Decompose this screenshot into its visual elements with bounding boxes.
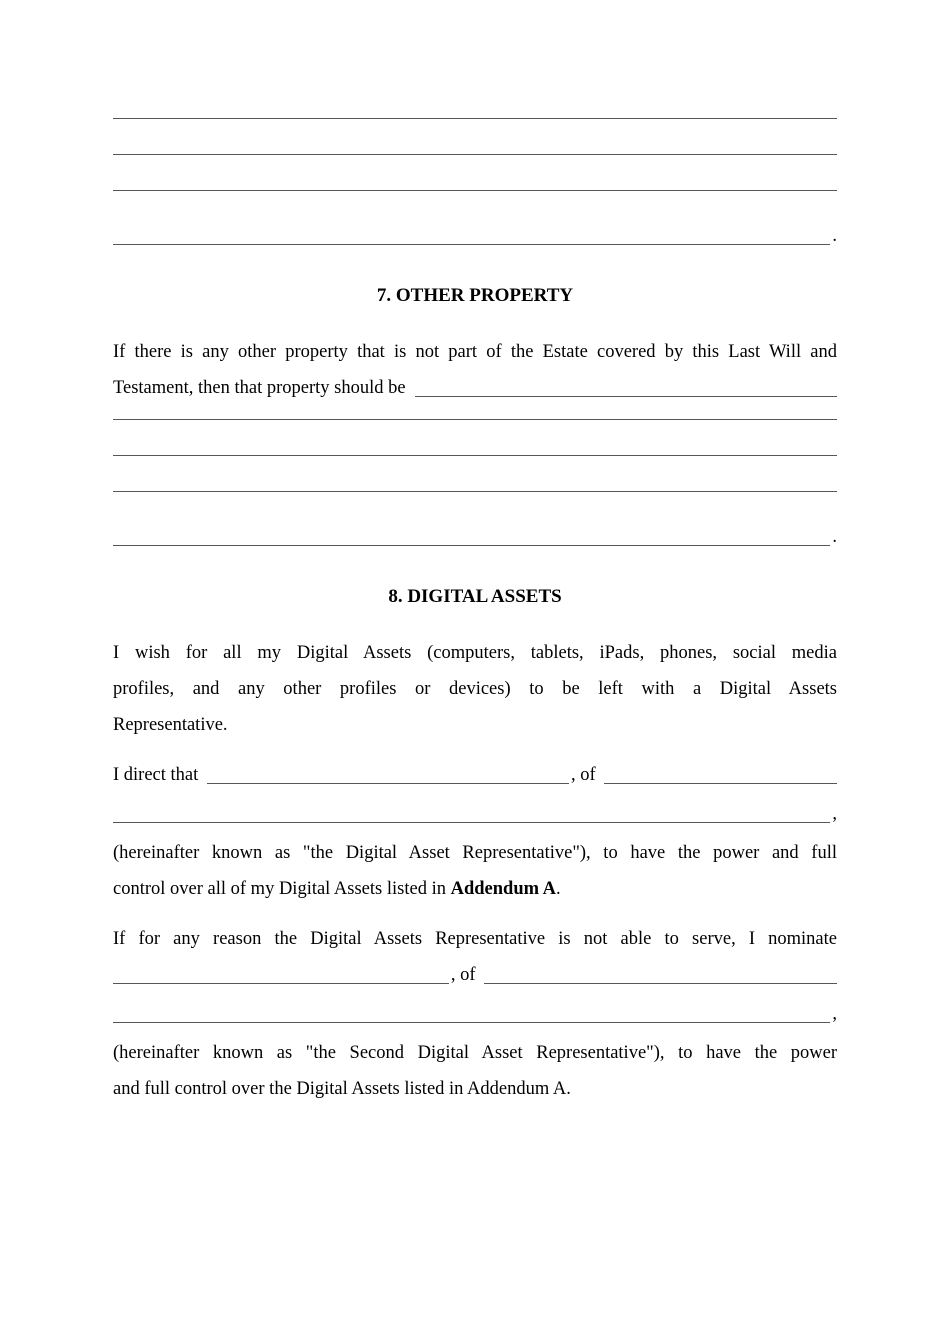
continuation-blank-line-3[interactable]	[113, 186, 837, 191]
write-in-row	[113, 411, 837, 447]
second-rep-name-row	[113, 957, 837, 993]
other-property-blank-1[interactable]	[415, 392, 837, 397]
digital-rep-address-blank[interactable]	[604, 779, 837, 784]
other-property-write-in-lines	[113, 411, 837, 555]
continuation-blank-lines	[113, 110, 837, 254]
section-7-paragraph	[113, 334, 837, 406]
write-in-row	[113, 146, 837, 182]
digital-rep-name-row	[113, 757, 837, 793]
section-8-intro-line-1: I wish for all my Digital Assets (computers, tablets, iPads, phones, social media	[113, 643, 837, 663]
digital-rep-address-row-2	[113, 793, 837, 835]
write-in-row	[113, 483, 837, 519]
section-8-heading: 8. DIGITAL ASSETS	[388, 586, 562, 607]
other-property-blank-4[interactable]	[113, 487, 837, 492]
section-7-heading: 7. OTHER PROPERTY	[376, 285, 574, 306]
digital-representative-paragraph	[113, 757, 837, 907]
other-property-blank-2[interactable]	[113, 415, 837, 420]
second-rep-paragraph-line-5: and full control over the Digital Assets listed in Addendum A.	[113, 1079, 571, 1099]
section-8-intro-line-2: profiles, and any other profiles or devices) to be left with a Digital Assets	[113, 679, 837, 699]
section-8-intro-line-3: Representative.	[113, 715, 228, 735]
other-property-blank-3[interactable]	[113, 451, 837, 456]
addendum-a-bold-text: Addendum A	[450, 879, 556, 899]
write-in-row	[113, 110, 837, 146]
continuation-blank-line-4[interactable]	[113, 240, 830, 245]
digital-rep-paragraph-line-3: (hereinafter known as "the Digital Asset Representative"), to have the power and full	[113, 843, 837, 863]
line-end-period: .	[832, 527, 837, 547]
write-in-row	[113, 519, 837, 555]
write-in-row	[113, 447, 837, 483]
line-end-period: .	[832, 226, 837, 246]
section-7-paragraph-line-1: If there is any other property that is not part of the Estate covered by this Last Will and	[113, 342, 837, 362]
digital-rep-paragraph-line-4	[113, 871, 837, 907]
second-digital-representative-paragraph	[113, 921, 837, 1107]
digital-rep-name-blank[interactable]	[207, 779, 569, 784]
second-digital-rep-address-blank-2[interactable]	[113, 1018, 830, 1023]
digital-rep-line-4-text: control over all of my Digital Assets listed in	[113, 879, 446, 899]
second-rep-paragraph-line-1: If for any reason the Digital Assets Representative is not able to serve, I nominate	[113, 929, 837, 949]
digital-rep-line-4-period: .	[555, 879, 561, 899]
second-rep-paragraph-line-4: (hereinafter known as "the Second Digital Asset Representative"), to have the power	[113, 1043, 837, 1063]
line-end-comma: ,	[832, 1004, 837, 1024]
section-8-intro-paragraph	[113, 635, 837, 743]
digital-rep-address-blank-2[interactable]	[113, 818, 830, 823]
write-in-row	[113, 218, 837, 254]
direct-of-separator: , of	[570, 765, 596, 785]
section-7-lead-text: Testament, then that property should be	[113, 378, 406, 398]
second-rep-address-row-2	[113, 993, 837, 1035]
second-digital-rep-address-blank[interactable]	[484, 979, 838, 984]
nominate-of-separator: , of	[450, 965, 476, 985]
continuation-blank-line-2[interactable]	[113, 150, 837, 155]
line-end-comma: ,	[832, 804, 837, 824]
write-in-row	[113, 182, 837, 218]
second-digital-rep-name-blank[interactable]	[113, 979, 449, 984]
section-7-paragraph-line-2	[113, 370, 837, 406]
direct-lead-text: I direct that	[113, 765, 199, 785]
other-property-blank-5[interactable]	[113, 541, 830, 546]
continuation-blank-line-1[interactable]	[113, 114, 837, 119]
